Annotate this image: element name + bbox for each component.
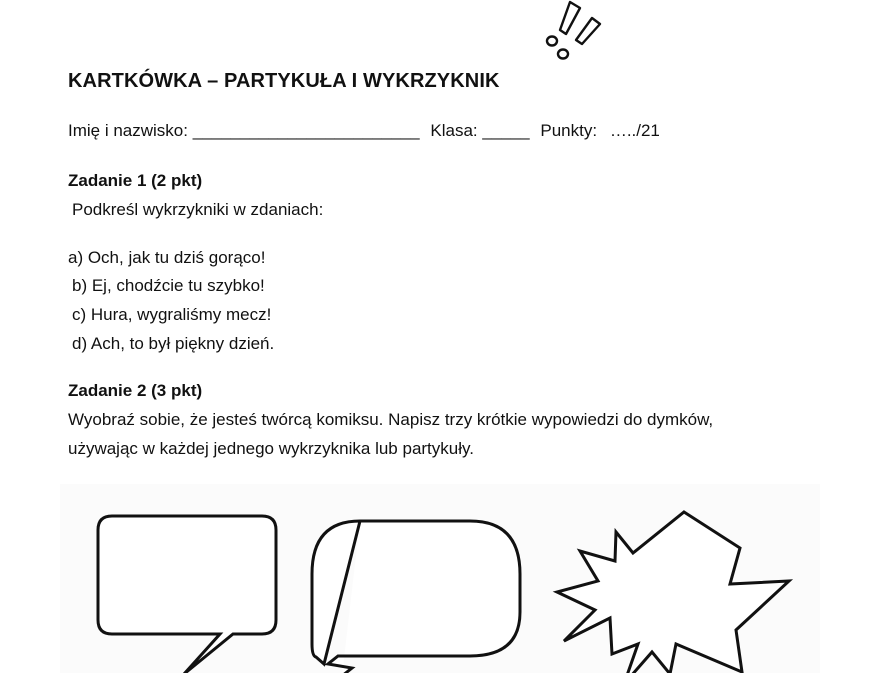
page-title: KARTKÓWKA – PARTYKUŁA I WYKRZYKNIK <box>68 70 500 92</box>
name-label: Imię i nazwisko: <box>68 121 188 140</box>
task1-item-a: a) Och, jak tu dziś gorąco! <box>68 248 266 267</box>
task2-instruction-line2: używając w każdej jednego wykrzyknika lub partykuły. <box>68 439 474 458</box>
student-info-line <box>68 121 660 141</box>
task1-item-d: d) Ach, to był piękny dzień. <box>72 334 275 353</box>
task1-item-c: c) Hura, wygraliśmy mecz! <box>72 305 272 324</box>
rectangular-speech-bubble-icon <box>98 516 276 673</box>
task2-instruction-line1: Wyobraź sobie, że jesteś twórcą komiksu. Napisz trzy krótkie wypowiedzi do dymków, <box>68 410 714 429</box>
task2-heading: Zadanie 2 (3 pkt) <box>68 381 203 400</box>
task1-instruction: Podkreśl wykrzykniki w zdaniach: <box>72 200 324 219</box>
exclamation-marks-icon <box>540 0 610 66</box>
name-blank[interactable]: ________________________ <box>192 121 420 140</box>
points-value: …../21 <box>609 121 660 140</box>
rounded-speech-bubble-icon <box>312 521 520 673</box>
class-blank[interactable]: _____ <box>482 121 530 140</box>
explosion-speech-bubble-icon <box>557 512 789 673</box>
task1-heading: Zadanie 1 (2 pkt) <box>68 171 203 190</box>
class-label: Klasa: <box>430 121 478 140</box>
task1-item-b: b) Ej, chodźcie tu szybko! <box>72 276 265 295</box>
points-label: Punkty: <box>540 121 598 140</box>
speech-bubbles <box>60 484 820 673</box>
